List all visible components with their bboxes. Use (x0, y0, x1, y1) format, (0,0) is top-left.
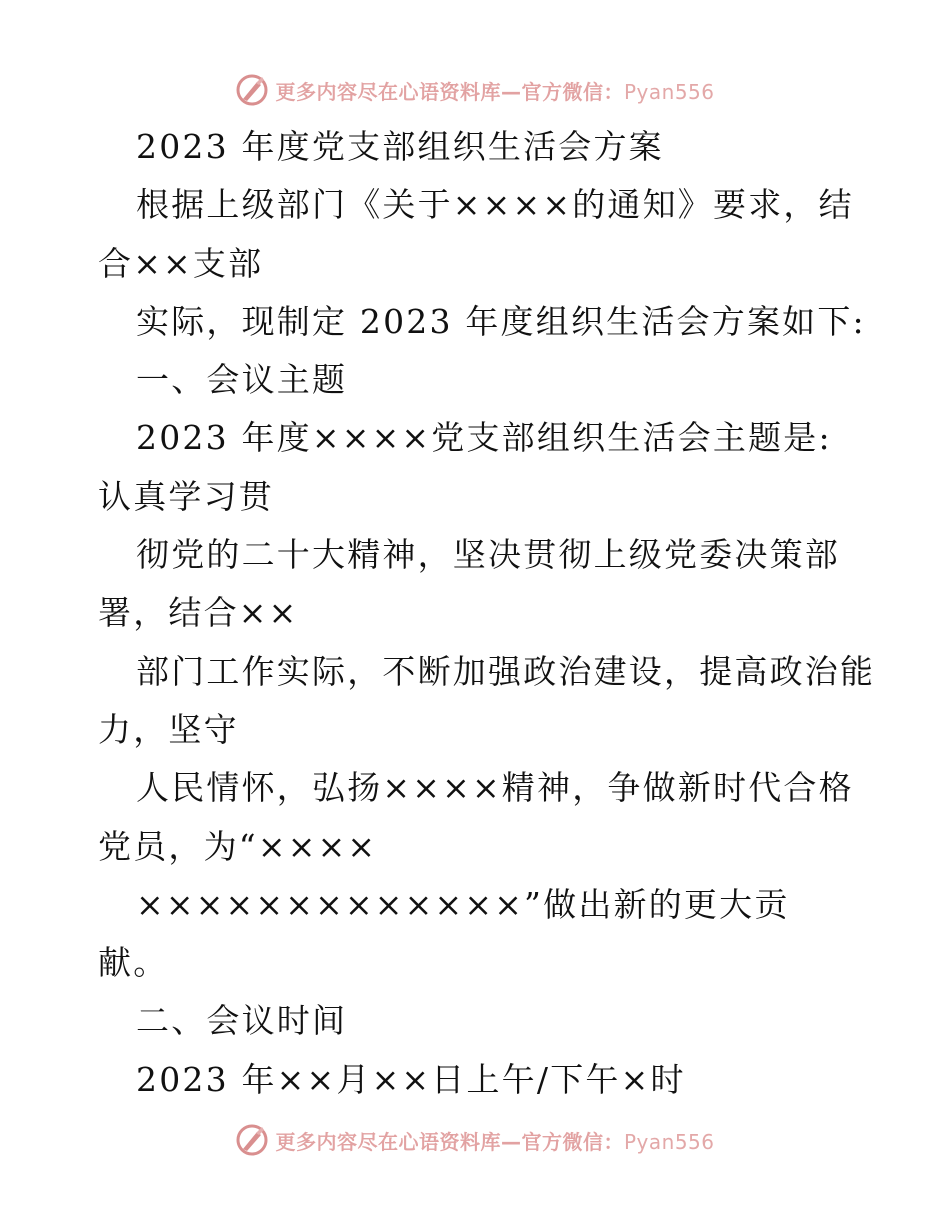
text-line: 彻党的二十大精神，坚决贯彻上级党委决策部 (136, 535, 840, 575)
document-body (98, 118, 876, 1109)
text-line: 2023 年度党支部组织生活会方案 (136, 127, 664, 166)
text-line: 部门工作实际，不断加强政治建设，提高政治能 (136, 651, 876, 691)
text-line: 2023 年度××××党支部组织生活会主题是: (136, 418, 832, 458)
text-line: 一、会议主题 (136, 360, 348, 400)
text-line: 党员，为“×××× (98, 826, 378, 866)
watermark-text: 更多内容尽在心语资料库—官方微信：Pyan556 (275, 1129, 715, 1154)
text-line: ×××××××××××××”做出新的更大贡 (136, 884, 790, 924)
text-line: 献。 (98, 943, 169, 983)
text-line: 认真学习贯 (98, 476, 274, 516)
text-line: 力，坚守 (98, 709, 239, 749)
text-line: 2023 年××月××日上午/下午×时 (136, 1059, 686, 1099)
text-line: 署，结合×× (98, 593, 299, 633)
text-line: 合××支部 (98, 243, 264, 283)
header-watermark (0, 72, 950, 108)
quill-ink-logo-icon (235, 1123, 269, 1157)
text-line: 二、会议时间 (136, 1001, 348, 1041)
quill-ink-logo-icon (235, 73, 269, 107)
footer-watermark (0, 1122, 950, 1158)
text-line: 根据上级部门《关于××××的通知》要求，结 (136, 185, 854, 225)
watermark-text: 更多内容尽在心语资料库—官方微信：Pyan556 (275, 79, 715, 104)
text-line: 实际，现制定 2023 年度组织生活会方案如下: (136, 301, 866, 341)
text-line: 人民情怀，弘扬××××精神，争做新时代合格 (136, 768, 854, 808)
